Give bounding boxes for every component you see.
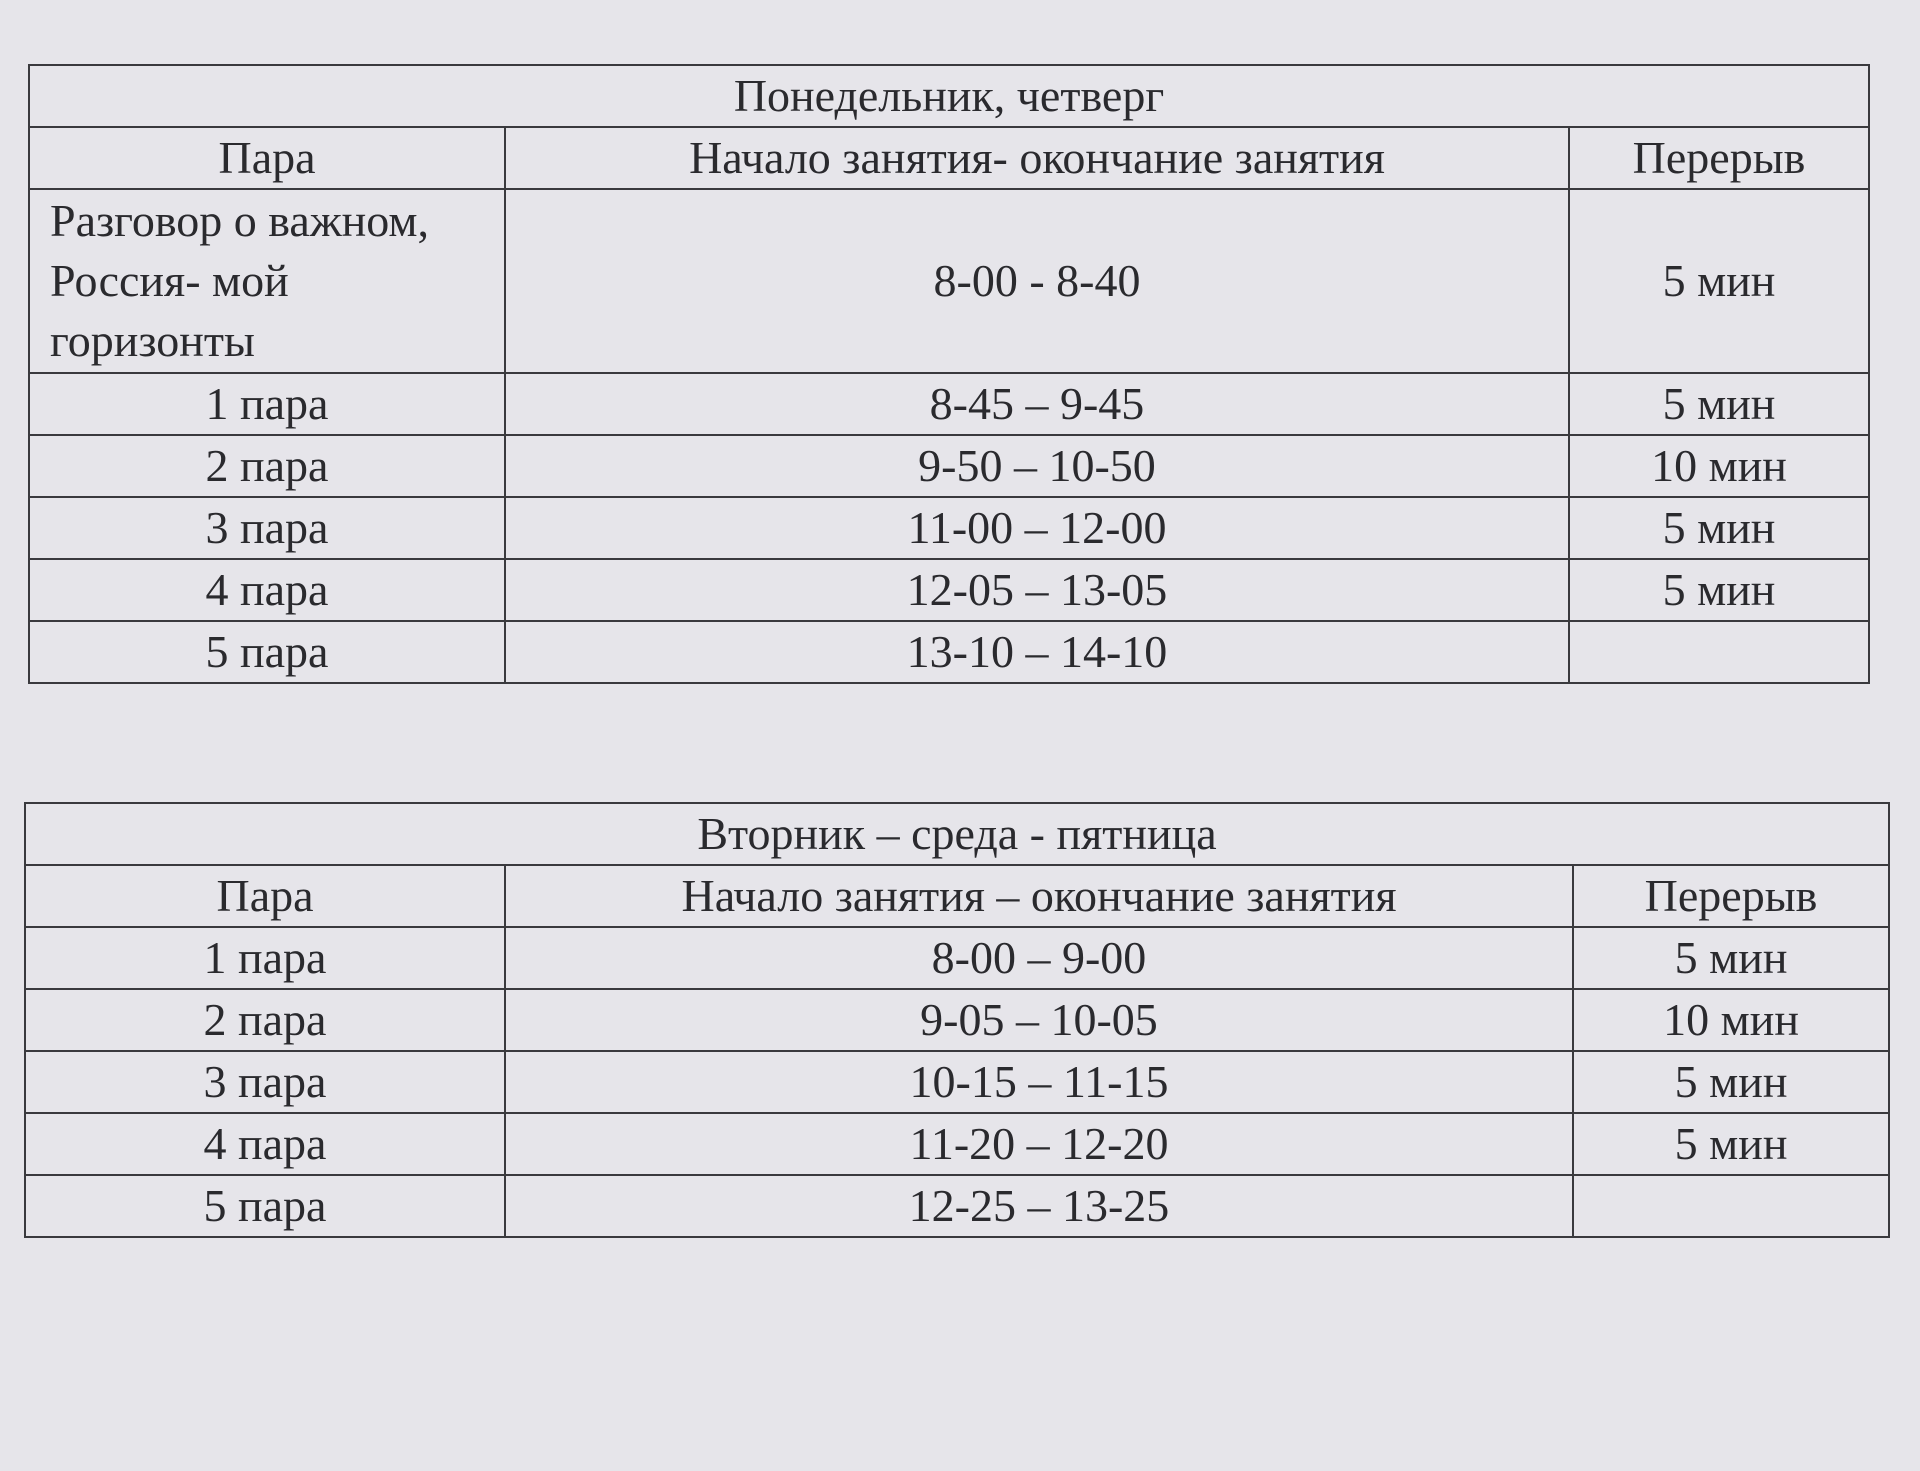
break-cell: 5 мин <box>1573 1113 1889 1175</box>
time-cell: 12-25 – 13-25 <box>505 1175 1573 1237</box>
time-cell: 10-15 – 11-15 <box>505 1051 1573 1113</box>
table-header-row <box>25 865 1889 927</box>
break-cell: 5 мин <box>1569 189 1869 373</box>
time-cell: 8-45 – 9-45 <box>505 373 1569 435</box>
table-row <box>29 189 1869 373</box>
pair-cell <box>29 189 505 373</box>
time-cell: 13-10 – 14-10 <box>505 621 1569 683</box>
table-row <box>29 559 1869 621</box>
time-cell: 12-05 – 13-05 <box>505 559 1569 621</box>
time-cell: 11-20 – 12-20 <box>505 1113 1573 1175</box>
time-cell: 8-00 – 9-00 <box>505 927 1573 989</box>
time-cell: 9-50 – 10-50 <box>505 435 1569 497</box>
time-cell: 11-00 – 12-00 <box>505 497 1569 559</box>
break-cell: 5 мин <box>1569 559 1869 621</box>
break-cell: 10 мин <box>1573 989 1889 1051</box>
header-break: Перерыв <box>1573 865 1889 927</box>
pair-cell: 5 пара <box>29 621 505 683</box>
table-row <box>29 373 1869 435</box>
pair-cell: 2 пара <box>29 435 505 497</box>
pair-cell: 1 пара <box>29 373 505 435</box>
break-cell <box>1573 1175 1889 1237</box>
break-cell: 5 мин <box>1569 497 1869 559</box>
break-cell: 5 мин <box>1573 927 1889 989</box>
pair-cell: 3 пара <box>29 497 505 559</box>
pair-line: Россия- мой <box>50 255 289 306</box>
table-row <box>29 435 1869 497</box>
header-pair: Пара <box>29 127 505 189</box>
pair-cell: 5 пара <box>25 1175 505 1237</box>
table-title-row <box>25 803 1889 865</box>
table-row <box>25 1175 1889 1237</box>
pair-cell: 3 пара <box>25 1051 505 1113</box>
header-break: Перерыв <box>1569 127 1869 189</box>
break-cell <box>1569 621 1869 683</box>
break-cell: 5 мин <box>1573 1051 1889 1113</box>
header-pair: Пара <box>25 865 505 927</box>
pair-line: горизонты <box>50 315 255 366</box>
time-cell: 8-00 - 8-40 <box>505 189 1569 373</box>
table-row <box>29 497 1869 559</box>
table-row <box>25 1051 1889 1113</box>
table-header-row <box>29 127 1869 189</box>
table-row <box>29 621 1869 683</box>
break-cell: 10 мин <box>1569 435 1869 497</box>
table-row <box>25 1113 1889 1175</box>
pair-line: Разговор о важном, <box>50 195 429 246</box>
table-title: Понедельник, четверг <box>29 65 1869 127</box>
table-title-row <box>29 65 1869 127</box>
pair-cell: 4 пара <box>29 559 505 621</box>
break-cell: 5 мин <box>1569 373 1869 435</box>
header-time: Начало занятия – окончание занятия <box>505 865 1573 927</box>
table-row <box>25 927 1889 989</box>
pair-cell: 2 пара <box>25 989 505 1051</box>
pair-cell: 4 пара <box>25 1113 505 1175</box>
time-cell: 9-05 – 10-05 <box>505 989 1573 1051</box>
pair-cell: 1 пара <box>25 927 505 989</box>
table-row <box>25 989 1889 1051</box>
schedule-table-mon-thu <box>28 64 1870 684</box>
table-title: Вторник – среда - пятница <box>25 803 1889 865</box>
header-time: Начало занятия- окончание занятия <box>505 127 1569 189</box>
schedule-table-tue-wed-fri <box>24 802 1890 1238</box>
